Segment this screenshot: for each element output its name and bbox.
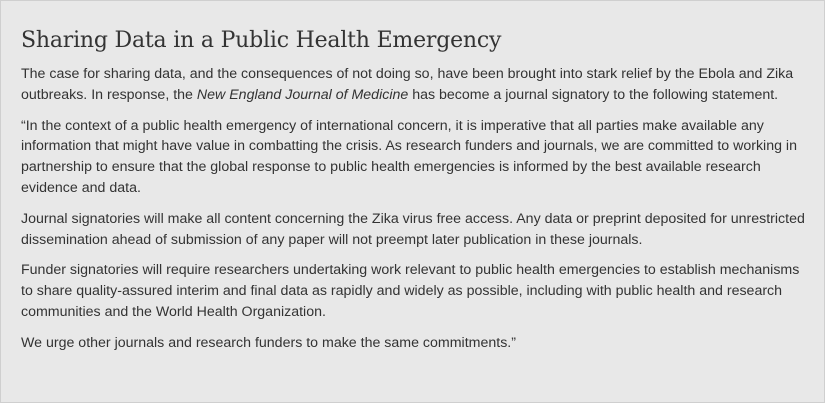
article-content (21, 27, 811, 364)
intro-text-before: The case for sharing data, and the consequences of not doing so, have been brought into stark relief by the Ebola and Zika outbreaks. In response, the (21, 66, 794, 103)
statement-paragraph-3: Funder signatories will require researchers undertaking work relevant to public health emergencies to establish mechanisms to share quality-assured interim and final data as rapidly and widely as possible, including with public health and research communities and the World Health Organization. (21, 262, 800, 320)
statement-paragraph-4: We urge other journals and research funders to make the same commitments.” (21, 334, 516, 351)
article-title: Sharing Data in a Public Health Emergency (21, 28, 502, 53)
journal-name: New England Journal of Medicine (196, 86, 409, 103)
intro-text-after: has become a journal signatory to the following statement. (408, 86, 779, 103)
statement-paragraph-2: Journal signatories will make all content concerning the Zika virus free access. Any data or preprint deposited for unrestricted dissemination ahead of submission of any paper will not preempt later publication in these journals. (21, 210, 805, 248)
intro-paragraph (21, 64, 811, 106)
statement-paragraph-1: “In the context of a public health emergency of international concern, it is imperative that all parties make available any information that might have value in combatting the crisis. As research funders and journals, we are committed to working in partnership to ensure that the global response to public health emergencies is informed by the best available research evidence and data. (21, 117, 797, 196)
